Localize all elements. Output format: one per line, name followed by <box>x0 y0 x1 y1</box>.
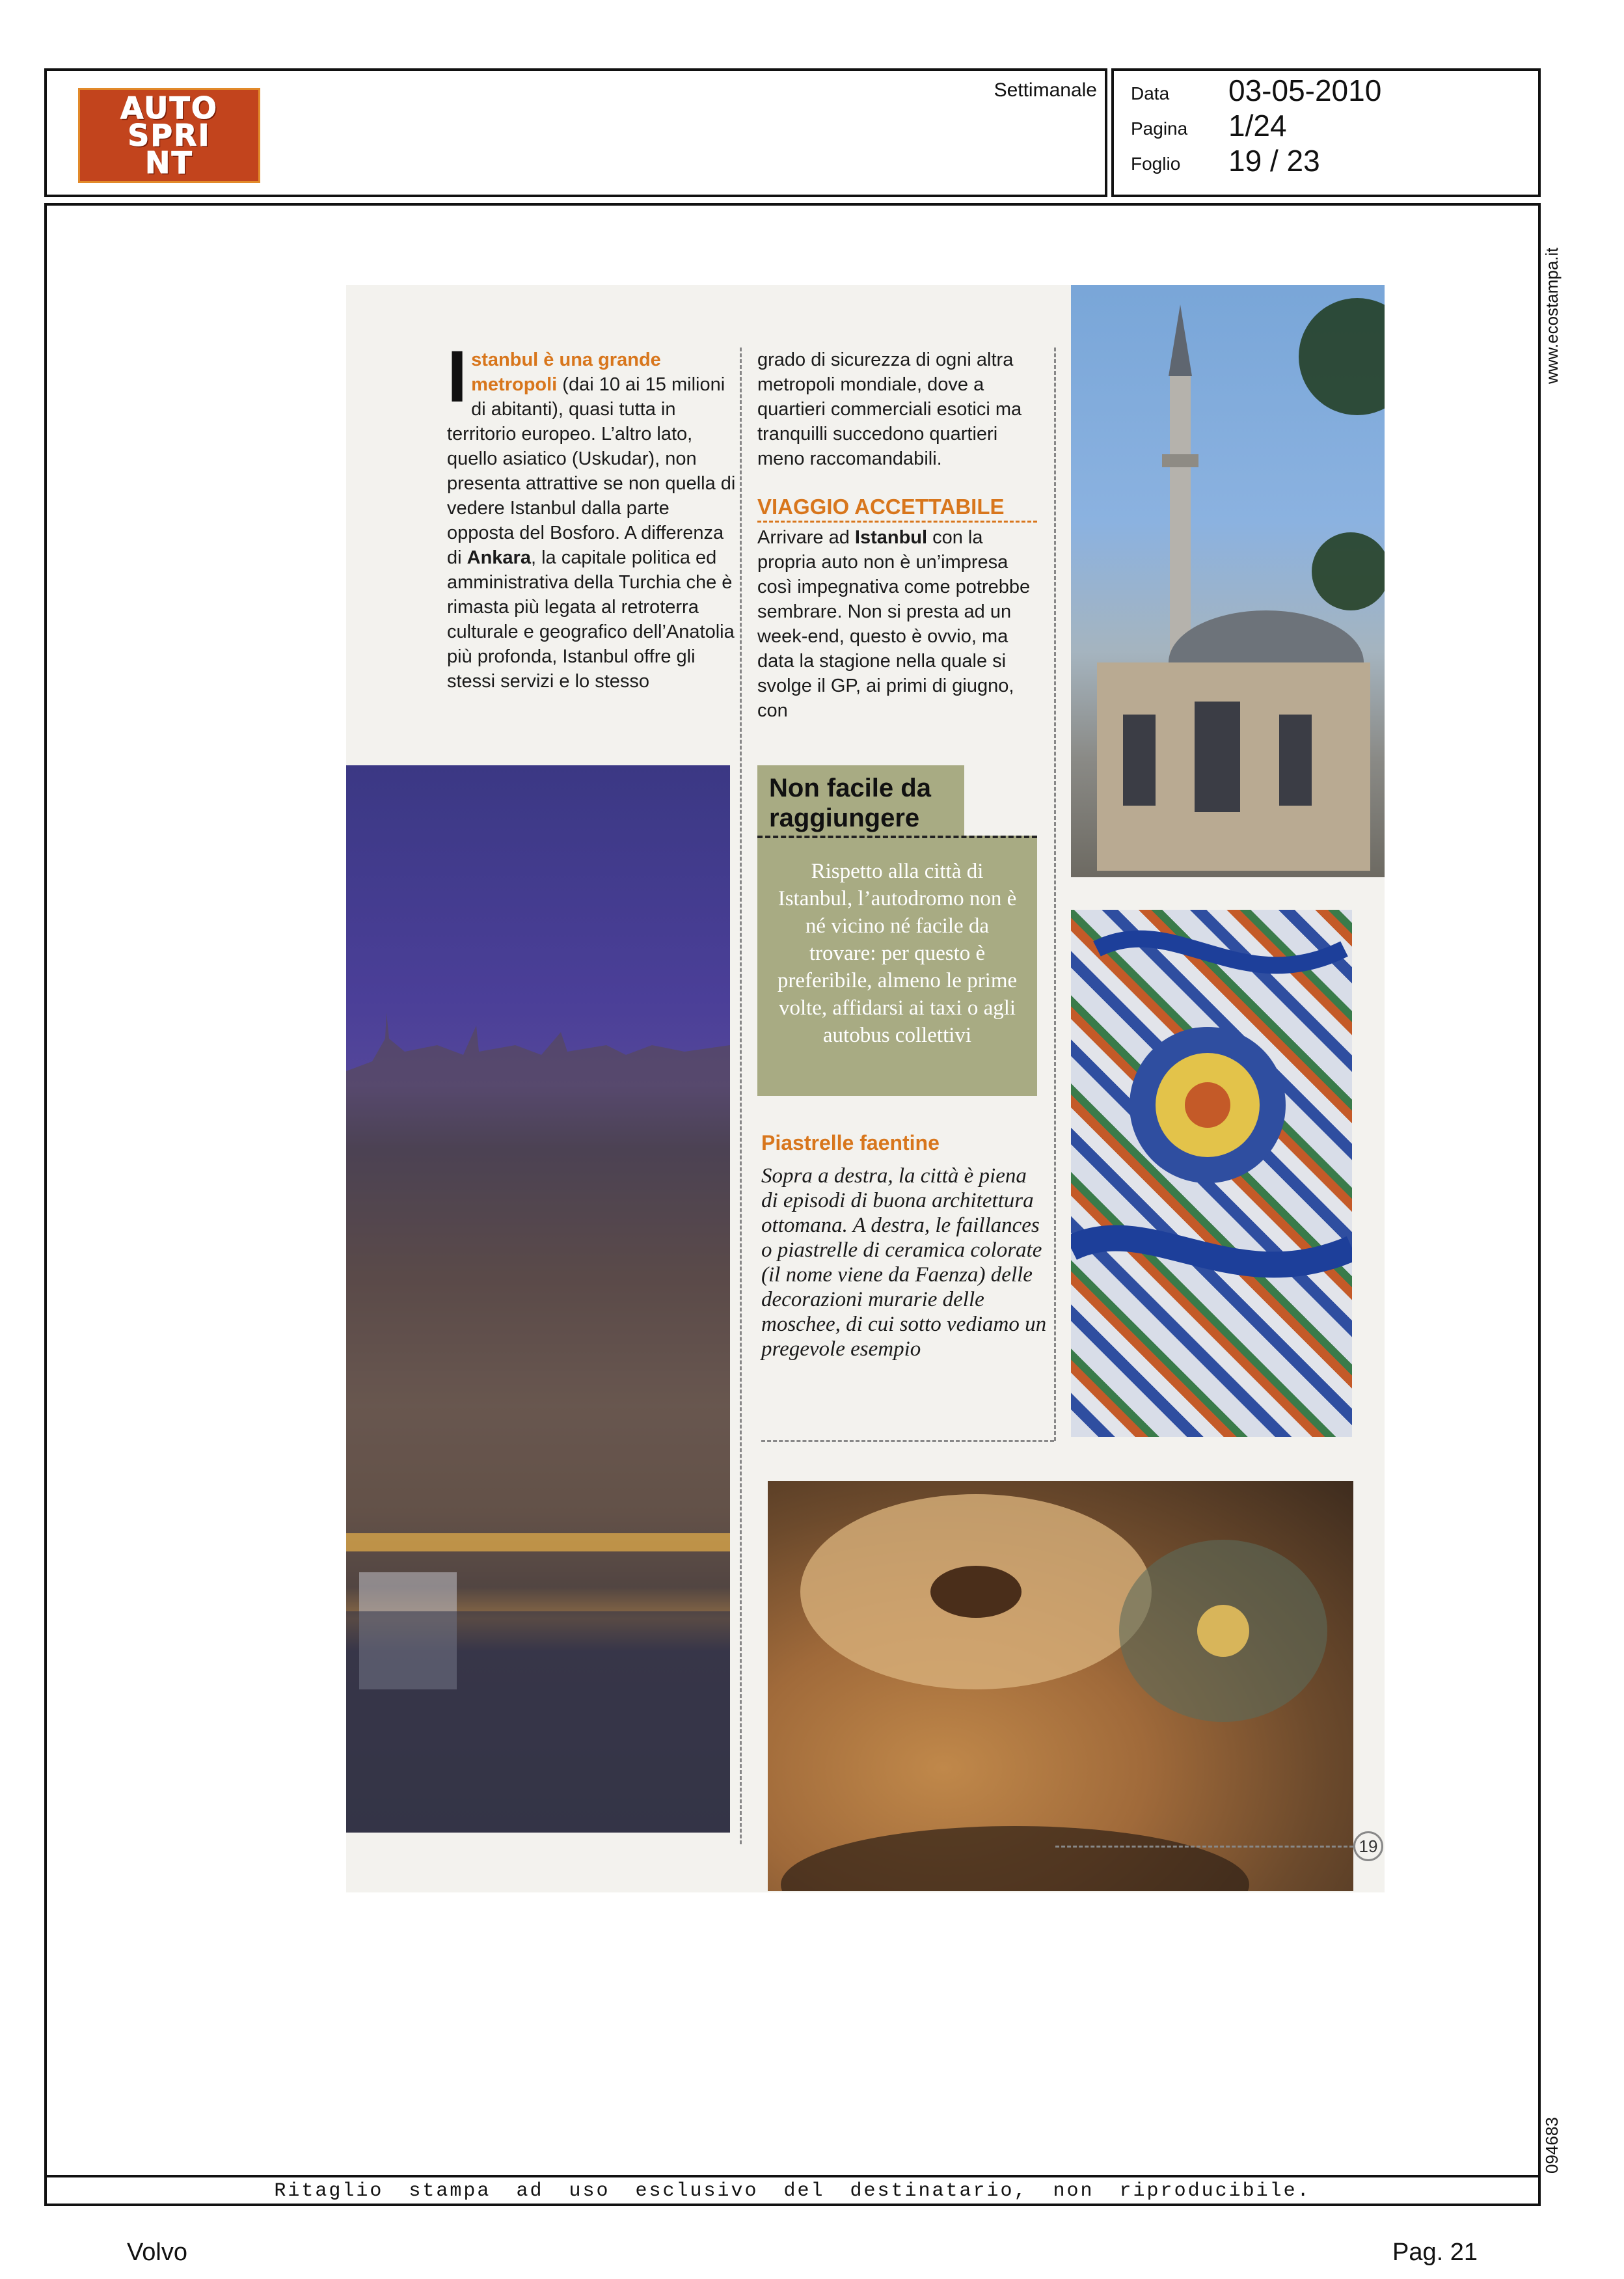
logo-line-1: AUTO <box>120 90 219 126</box>
ceramic-tiles-photo <box>1071 910 1352 1437</box>
article-column-1 <box>447 336 740 694</box>
col2-text-c: con la propria auto non è un’impresa così impegnativa come potrebbe sembrare. Non si presta ad un week-end, questo è ovvio, ma data la stagione nella quale si svolge il GP, ai primi di giugno, con <box>757 527 1031 721</box>
page-indicator: Pag. 21 <box>1392 2239 1478 2266</box>
document-code: 094683 <box>1542 2117 1562 2174</box>
press-clipping <box>346 285 1385 1892</box>
meta-value-pagina: 1/24 <box>1228 109 1287 143</box>
meta-label-pagina: Pagina <box>1131 118 1188 139</box>
section-title: VIAGGIO ACCETTABILE <box>757 495 1037 523</box>
mosque-graphic <box>1071 285 1385 877</box>
caption-body: Sopra a destra, la città è piena di episodi di buona architettura ottomana. A destra, le faillances o piastrelle di ceramica colorate (il nome viene da Faenza) delle decorazioni murarie delle moschee, di cui sotto vediamo un pregevole esempio <box>761 1164 1047 1361</box>
article-column-2 <box>757 348 1037 723</box>
city-skyline-graphic <box>346 765 730 1833</box>
copyright-note: Ritaglio stampa ad uso esclusivo del destinatario, non riproducibile. <box>274 2180 1311 2202</box>
page-number: 19 <box>1353 1831 1383 1861</box>
col1-bold-city: Ankara <box>467 547 531 568</box>
dome-graphic <box>768 1481 1353 1891</box>
meta-value-foglio: 19 / 23 <box>1228 144 1320 178</box>
drop-cap: I <box>447 336 468 417</box>
column-divider-2 <box>1054 348 1056 1441</box>
source-url: www.ecostampa.it <box>1542 247 1562 384</box>
box-body: Rispetto alla città di Istanbul, l’autodromo non è né vicino né facile da trovare: per questo è preferibile, almeno le prime volte, affidarsi ai taxi o agli autobus collettivi <box>757 836 1037 1096</box>
col2-bold-city: Istanbul <box>854 527 928 548</box>
logo-line-2: SPRI <box>128 118 211 153</box>
col1-text-a: (dai 10 ai 15 milioni di abitanti), quasi tutta in territorio europeo. L’altro lato, quello asiatico (Uskudar), non presenta attrattive se non quella di vedere Istanbul dalla parte opposta del Bosforo. A differenza di <box>447 374 736 568</box>
istanbul-night-photo <box>346 765 730 1833</box>
box-title: Non facile da raggiungere <box>757 765 964 836</box>
lead-bold: stanbul è una grande metropoli <box>471 349 661 395</box>
col2-text-a: grado di sicurezza di ogni altra metropoli mondiale, dove a quartieri commerciali esotici ma tranquilli succedono quartieri meno raccomandabili. <box>757 349 1022 469</box>
mosque-dome-photo <box>768 1481 1353 1891</box>
tile-pattern-graphic <box>1071 910 1352 1437</box>
meta-label-data: Data <box>1131 83 1170 103</box>
footer-rule <box>44 2175 1541 2177</box>
autosprint-logo <box>78 88 260 183</box>
logo-line-3: NT <box>145 145 193 180</box>
meta-value-data: 03-05-2010 <box>1228 74 1382 107</box>
caption-title: Piastrelle faentine <box>761 1131 940 1154</box>
mosque-photo <box>1071 285 1385 877</box>
column-divider-1 <box>740 348 742 1844</box>
col2-paragraph <box>757 525 1037 723</box>
frequency-label: Settimanale <box>994 79 1097 101</box>
meta-label-foglio: Foglio <box>1131 154 1181 174</box>
col1-text-b: , la capitale politica ed amministrativa della Turchia che è rimasta più legata al retroterra culturale e geografico dell’Anatolia più profonda, Istanbul offre gli stessi servizi e lo stesso <box>447 547 735 692</box>
caption-rule <box>761 1440 1054 1442</box>
client-name: Volvo <box>127 2239 187 2266</box>
col2-text-b: Arrivare ad <box>757 527 855 548</box>
page-number-rule <box>1055 1846 1353 1848</box>
